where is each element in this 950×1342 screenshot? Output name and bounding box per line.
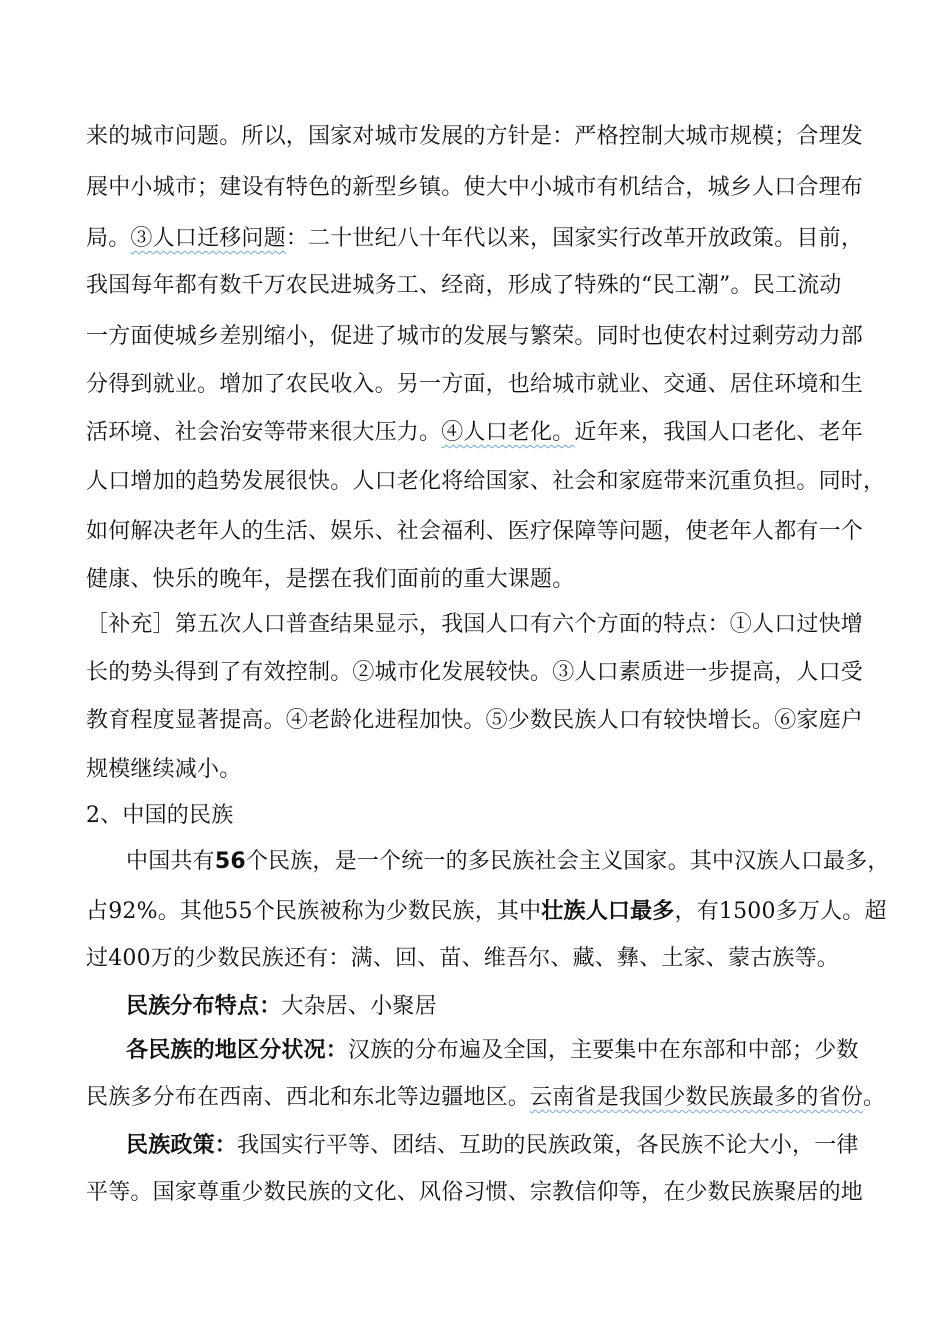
paragraph-line	[86, 418, 886, 448]
paragraph-line: 展中小城市；建设有特色的新型乡镇。使大中小城市有机结合，城乡人口合理布	[86, 175, 864, 200]
text-run: 个民族，是一个统一的多民族社会主义国家。其中汉族人口最多，	[245, 849, 890, 874]
bold-text: 壮族人口最多	[541, 898, 675, 924]
bold-number: 56	[214, 849, 246, 874]
paragraph-line: 如何解决老年人的生活、娱乐、社会福利、医疗保障等问题，使老年人都有一个	[86, 519, 864, 544]
text-run: 近年来，我国人口老化、老年	[574, 420, 864, 445]
text-run: 民族多分布在西南、西北和东北等边疆地区。	[86, 1085, 531, 1110]
supplement-line: 长的势头得到了有效控制。②城市化发展较快。③人口素质进一步提高，人口受	[86, 660, 864, 685]
wavy-underlined-text: ④人口老化。	[441, 420, 575, 445]
paragraph-line	[86, 1083, 886, 1113]
paragraph-line: 平等。国家尊重少数民族的文化、风俗习惯、宗教信仰等，在少数民族聚居的地	[86, 1180, 864, 1205]
paragraph-line: 人口增加的趋势发展很快。人口老化将给国家、社会和家庭带来沉重负担。同时，	[86, 469, 886, 494]
paragraph-line: 来的城市问题。所以，国家对城市发展的方针是：严格控制大城市规模；合理发	[86, 124, 864, 149]
text-run: 我国实行平等、团结、互助的民族政策，各民族不论大小，一律	[237, 1133, 859, 1158]
paragraph-line: 分得到就业。增加了农民收入。另一方面，也给城市就业、交通、居住环境和生	[86, 372, 864, 397]
supplement-line: 教育程度显著提高。④老龄化进程加快。⑤少数民族人口有较快增长。⑥家庭户	[86, 708, 864, 733]
supplement-line: 规模继续减小。	[86, 757, 242, 782]
paragraph-line: 健康、快乐的晚年，是摆在我们面前的重大课题。	[86, 567, 575, 592]
paragraph-line: 过400万的少数民族还有：满、回、苗、维吾尔、藏、彝、土家、蒙古族等。	[86, 946, 839, 971]
bold-label: 民族政策：	[126, 1132, 238, 1158]
text-run: 活环境、社会治安等带来很大压力。	[86, 420, 442, 445]
text-run: 占92%。其他55个民族被称为少数民族，其中	[86, 899, 542, 924]
text-run: 。	[863, 1085, 886, 1110]
bold-label: 民族分布特点：	[126, 993, 282, 1019]
text-run: 汉族的分布遍及全国，主要集中在东部和中部；少数	[348, 1038, 859, 1063]
paragraph-line: 我国每年都有数千万农民进城务工、经商，形成了特殊的“民工潮”。民工流动	[86, 273, 842, 298]
paragraph-line	[126, 847, 926, 877]
wavy-underlined-text: ③人口迁移问题	[130, 226, 286, 251]
bold-label: 各民族的地区分状况：	[126, 1037, 349, 1063]
text-run: 局。	[86, 226, 131, 251]
paragraph-line	[126, 1035, 926, 1066]
paragraph-line	[126, 991, 926, 1022]
section-heading: 2、中国的民族	[86, 803, 234, 828]
text-run: 大杂居、小聚居	[281, 994, 437, 1019]
paragraph-line: 一方面使城乡差别缩小，促进了城市的发展与繁荣。同时也使农村过剩劳动力部	[86, 324, 864, 349]
paragraph-line	[126, 1130, 926, 1161]
wavy-underlined-text: 云南省是我国少数民族最多的省份	[530, 1085, 864, 1110]
paragraph-line	[86, 896, 886, 927]
text-run: ，有1500多万人。超	[674, 899, 887, 924]
supplement-line: ［补充］第五次人口普查结果显示，我国人口有六个方面的特点：①人口过快增	[86, 612, 864, 637]
text-run: 中国共有	[126, 849, 215, 874]
paragraph-line	[86, 224, 886, 254]
text-run: ：二十世纪八十年代以来，国家实行改革开放政策。目前，	[285, 226, 864, 251]
